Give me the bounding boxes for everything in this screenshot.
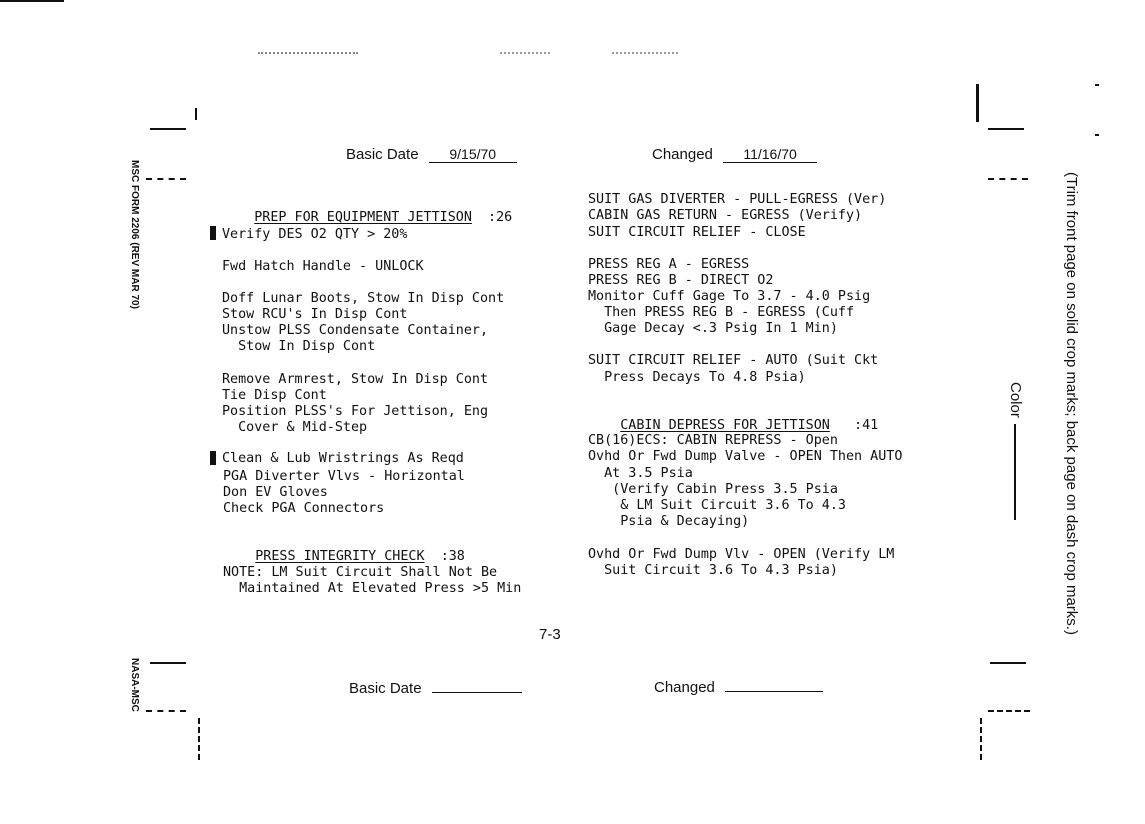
procedure-line: Doff Lunar Boots, Stow In Disp Cont xyxy=(222,291,505,306)
procedure-line: Suit Circuit 3.6 To 4.3 Psia) xyxy=(588,563,838,578)
procedure-line: Remove Armrest, Stow In Disp Cont xyxy=(222,372,489,387)
procedure-line: Cover & Mid-Step xyxy=(222,420,368,435)
crop-mark-left-lower xyxy=(150,662,186,664)
procedure-line: Psia & Decaying) xyxy=(588,514,750,529)
procedure-line: Verify DES O2 QTY > 20% xyxy=(222,227,408,242)
section-title: PREP FOR EQUIPMENT JETTISON xyxy=(254,210,472,225)
procedure-line: SUIT CIRCUIT RELIEF - CLOSE xyxy=(588,225,806,240)
procedure-line: & LM Suit Circuit 3.6 To 4.3 xyxy=(588,498,846,513)
changed-blank xyxy=(725,677,823,692)
procedure-line: At 3.5 Psia xyxy=(588,466,693,481)
note-line: NOTE: LM Suit Circuit Shall Not Be xyxy=(223,565,498,580)
procedure-line: Ovhd Or Fwd Dump Valve - OPEN Then AUTO xyxy=(588,449,903,464)
trim-note: (Trim front page on solid crop marks; back page on dash crop marks.) xyxy=(1063,172,1080,635)
change-bar xyxy=(210,226,216,240)
basic-date-label: Basic Date xyxy=(349,680,422,697)
scan-artifact-top-2 xyxy=(500,52,550,54)
color-label-text: Color xyxy=(1007,382,1024,418)
procedure-line: Gage Decay <.3 Psig In 1 Min) xyxy=(588,321,838,336)
procedure-line: (Verify Cabin Press 3.5 Psia xyxy=(588,482,838,497)
basic-date-header xyxy=(346,146,517,163)
changed-header xyxy=(652,146,817,163)
basic-date-value: 9/15/70 xyxy=(429,146,517,163)
crop-mark-right-upper-vertical xyxy=(976,84,979,122)
dash-mark-left-lower xyxy=(146,710,186,712)
basic-date-label: Basic Date xyxy=(346,146,419,163)
scan-artifact-top-1 xyxy=(258,52,358,54)
section-title: PRESS INTEGRITY CHECK xyxy=(255,549,425,564)
dash-mark-right-bottom-vertical xyxy=(980,718,982,760)
procedure-line: Position PLSS's For Jettison, Eng xyxy=(222,404,489,419)
crop-mark-left-upper xyxy=(150,128,186,130)
procedure-line: Fwd Hatch Handle - UNLOCK xyxy=(222,259,424,274)
procedure-line: CB(16)ECS: CABIN REPRESS - Open xyxy=(588,433,838,448)
change-bar xyxy=(210,451,216,465)
crop-mark-right-lower xyxy=(990,662,1026,664)
procedure-line: Then PRESS REG B - EGRESS (Cuff xyxy=(588,305,855,320)
changed-value: 11/16/70 xyxy=(723,146,817,163)
section-time: :26 xyxy=(488,210,513,225)
note-line: Maintained At Elevated Press >5 Min xyxy=(223,581,522,596)
changed-footer xyxy=(654,677,823,696)
procedure-line: Tie Disp Cont xyxy=(222,388,327,403)
procedure-line: SUIT GAS DIVERTER - PULL-EGRESS (Ver) xyxy=(588,192,887,207)
section-time: :41 xyxy=(854,418,879,433)
procedure-line: Check PGA Connectors xyxy=(223,501,385,516)
procedure-line: SUIT CIRCUIT RELIEF - AUTO (Suit Ckt xyxy=(588,353,879,368)
procedure-line: CABIN GAS RETURN - EGRESS (Verify) xyxy=(588,208,863,223)
agency-label: NASA-MSC xyxy=(129,658,140,712)
scan-tick-right xyxy=(1095,84,1099,86)
form-id-label: MSC FORM 2206 (REV MAR 70) xyxy=(129,160,140,309)
section-time: :38 xyxy=(440,549,465,564)
color-line xyxy=(1014,424,1016,520)
color-label xyxy=(1007,382,1024,520)
procedure-line: Unstow PLSS Condensate Container, xyxy=(222,323,489,338)
procedure-line: PRESS REG B - DIRECT O2 xyxy=(588,273,774,288)
dash-mark-left-upper xyxy=(146,178,186,180)
right-column xyxy=(588,192,903,578)
changed-label: Changed xyxy=(652,146,713,163)
crop-mark-top-left xyxy=(0,0,64,2)
dash-mark-right-upper xyxy=(988,178,1028,180)
procedure-line: Don EV Gloves xyxy=(223,485,328,500)
procedure-line: Stow RCU's In Disp Cont xyxy=(222,307,408,322)
crop-mark-left-upper-tick xyxy=(195,108,197,120)
section-title: CABIN DEPRESS FOR JETTISON xyxy=(620,418,830,433)
procedure-line: Ovhd Or Fwd Dump Vlv - OPEN (Verify LM xyxy=(588,547,895,562)
scan-tick-right-2 xyxy=(1095,134,1099,136)
procedure-line: Monitor Cuff Gage To 3.7 - 4.0 Psig xyxy=(588,289,871,304)
dash-mark-left-bottom-vertical xyxy=(198,718,200,760)
basic-date-blank xyxy=(432,678,522,693)
procedure-line: PGA Diverter Vlvs - Horizontal xyxy=(223,469,465,484)
procedure-line: Stow In Disp Cont xyxy=(222,339,376,354)
procedure-line: Clean & Lub Wristrings As Reqd xyxy=(222,451,464,466)
basic-date-footer xyxy=(349,678,522,697)
scan-artifact-top-3 xyxy=(612,52,678,54)
left-column xyxy=(222,194,522,596)
procedure-line: PRESS REG A - EGRESS xyxy=(588,257,750,272)
procedure-line: Press Decays To 4.8 Psia) xyxy=(588,370,806,385)
page-number: 7-3 xyxy=(539,626,561,643)
changed-label: Changed xyxy=(654,679,715,696)
dash-mark-right-lower xyxy=(988,710,1030,712)
crop-mark-right-upper xyxy=(988,128,1024,130)
